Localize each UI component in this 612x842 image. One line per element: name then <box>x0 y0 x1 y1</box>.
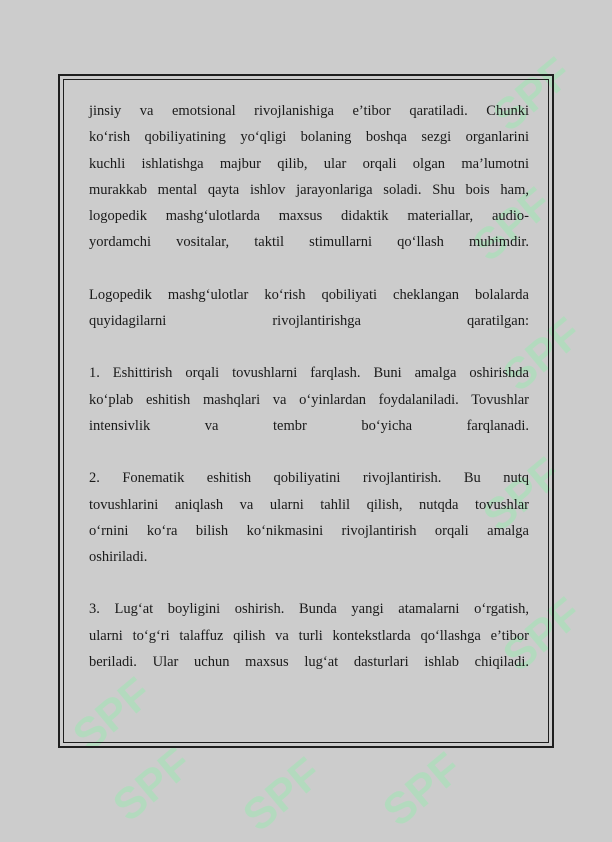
list-item-2 <box>89 465 529 570</box>
text-line: 2. Fonematik eshitish qobiliyatini rivojlantirish. Bu nutq <box>89 470 529 487</box>
watermark-mark: SPF <box>233 748 331 841</box>
text-line: beriladi. Ular uchun maxsus lug‘at dasturlari ishlab chiqiladi. <box>89 654 529 671</box>
text-line: jinsiy va emotsional rivojlanishiga e’tibor qaratiladi. Chunki <box>89 103 529 119</box>
text-line: intensivlik va tembr bo‘yicha farqlanadi. <box>89 417 529 434</box>
text-line: logopedik mashg‘ulotlarda maxsus didaktik materiallar, audio- <box>89 208 529 225</box>
watermark-mark: SPF <box>103 738 201 831</box>
watermark-mark: SPF <box>493 308 591 401</box>
text-line: kuchli ishlatishga majbur qilib, ular orqali olgan ma’lumotni <box>89 155 529 172</box>
text-line: 1. Eshittirish orqali tovushlarni farqlash. Buni amalga oshirishda <box>89 365 529 382</box>
watermark-mark: SPF <box>473 448 571 541</box>
watermark-mark: SPF <box>63 668 161 761</box>
list-item-1 <box>89 360 529 439</box>
text-line: Logopedik mashg‘ulotlar ko‘rish qobiliyati cheklangan bolalarda <box>89 286 529 303</box>
text-line: o‘rnini ko‘ra bilish ko‘nikmasini rivojlantirish orqali amalga <box>89 522 529 539</box>
text-line: ko‘plab eshitish mashqlari va o‘yinlardan foydalaniladi. Tovushlar <box>89 391 529 408</box>
text-line: quyidagilarni rivojlantirishga qaratilgan: <box>89 313 529 330</box>
text-line: yordamchi vositalar, taktil stimullarni qo‘llash muhimdir. <box>89 234 529 251</box>
list-item-3 <box>89 596 529 675</box>
text-line: ko‘rish qobiliyatining yo‘qligi bolaning boshqa sezgi organlarini <box>89 129 529 146</box>
text-line: 3. Lug‘at boyligini oshirish. Bunda yangi atamalarni o‘rgatish, <box>89 601 529 618</box>
text-line: ularni to‘g‘ri talaffuz qilish va turli kontekstlarda qo‘llashga e’tibor <box>89 627 529 644</box>
watermark-mark: SPF <box>463 178 561 271</box>
text-line: murakkab mental qayta ishlov jarayonlariga soladi. Shu bois ham, <box>89 181 529 198</box>
watermark-mark: SPF <box>483 48 581 141</box>
watermark-mark: SPF <box>493 588 591 681</box>
text-line: oshiriladi. <box>89 549 148 566</box>
paragraph-intro <box>89 98 529 256</box>
watermark-mark: SPF <box>373 743 471 836</box>
text-line: tovushlarini aniqlash va ularni tahlil qilish, nutqda tovushlar <box>89 496 529 513</box>
document-body <box>89 98 529 675</box>
paragraph-goals <box>89 282 529 335</box>
